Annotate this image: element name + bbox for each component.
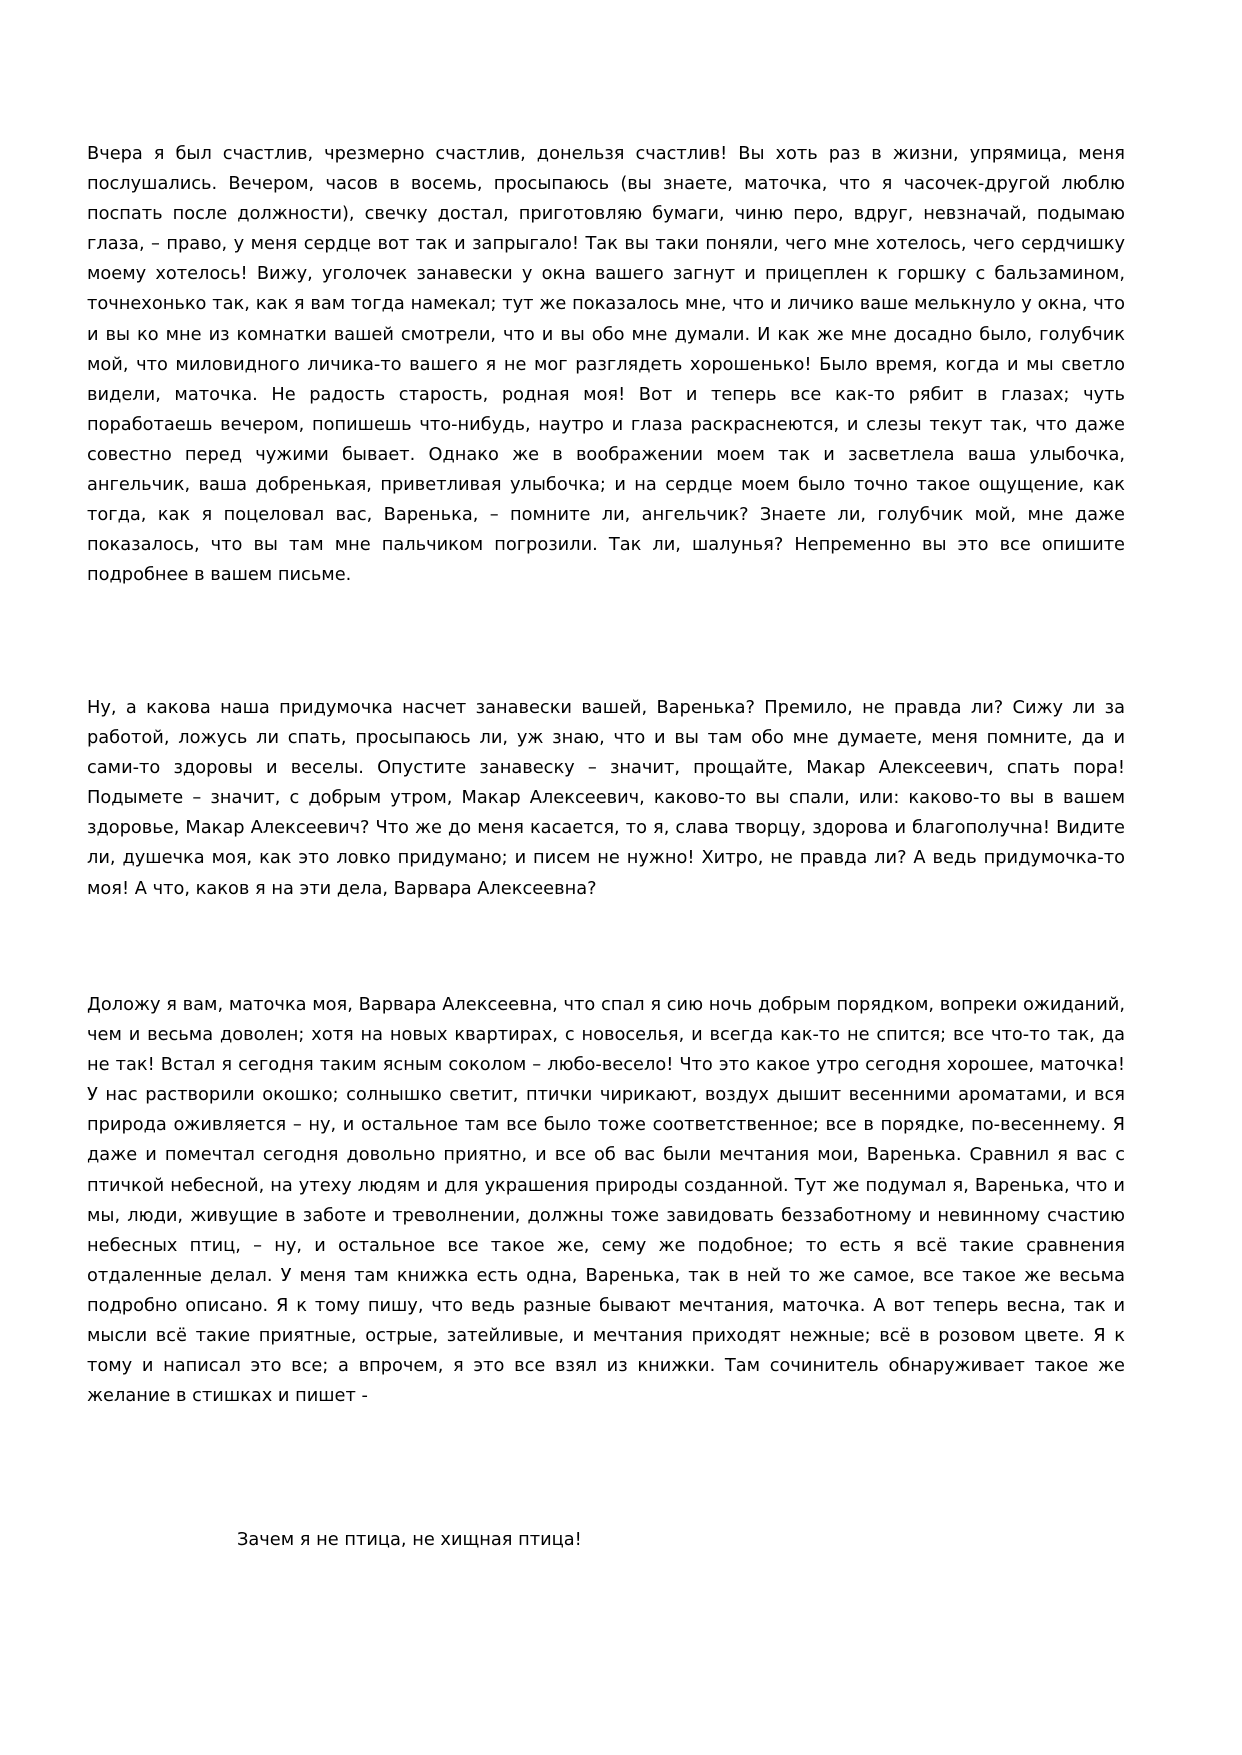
verse-line: Зачем я не птица, не хищная птица!	[237, 1529, 582, 1550]
paragraph-1: Вчера я был счастлив, чрезмерно счастлив, донельзя счастлив! Вы хоть раз в жизни, упрямица, меня послушались. Вечером, часов в восемь, просыпаюсь (вы знаете, маточка, что я часочек-другой люблю поспать после должности), свечку достал, приготовляю бумаги, чиню перо, вдруг, невзначай, подымаю глаза, – право, у меня сердце вот так и запрыгало! Так вы таки поняли, чего мне хотелось, чего сердчишку моему хотелось! Вижу, уголочек занавески у окна вашего загнут и прицеплен к горшку с бальзамином, точнехонько так, как я вам тогда намекал; тут же показалось мне, что и личико ваше мелькнуло у окна, что и вы ко мне из комнатки вашей смотрели, что и вы обо мне думали. И как же мне досадно было, голубчик мой, что миловидного личика-то вашего я не мог разглядеть хорошенько! Было время, когда и мы светло видели, маточка. Не радость старость, родная моя! Вот и теперь все как-то рябит в глазах; чуть поработаешь вечером, попишешь что-нибудь, наутро и глаза раскраснеются, и слезы текут так, что даже совестно перед чужими бывает. Однако же в воображении моем так и засветлела ваша улыбочка, ангельчик, ваша добренькая, приветливая улыбочка; и на сердце моем было точно такое ощущение, как тогда, как я поцеловал вас, Варенька, – помните ли, ангельчик? Знаете ли, голубчик мой, мне даже показалось, что вы там мне пальчиком погрозили. Так ли, шалунья? Непременно вы это все опишите подробнее в вашем письме.	[87, 143, 1125, 586]
paragraph-3: Доложу я вам, маточка моя, Варвара Алексеевна, что спал я сию ночь добрым порядком, вопреки ожиданий, чем и весьма доволен; хотя на новых квартирах, с новоселья, и всегда как-то не спится; все что-то так, да не так! Встал я сегодня таким ясным соколом – любо-весело! Что это какое утро сегодня хорошее, маточка! У нас растворили окошко; солнышко светит, птички чирикают, воздух дышит весенними ароматами, и вся природа оживляется – ну, и остальное там все было тоже соответственное; все в порядке, по-весеннему. Я даже и помечтал сегодня довольно приятно, и все об вас были мечтания мои, Варенька. Сравнил я вас с птичкой небесной, на утеху людям и для украшения природы созданной. Тут же подумал я, Варенька, что и мы, люди, живущие в заботе и треволнении, должны тоже завидовать беззаботному и невинному счастию небесных птиц, – ну, и остальное все такое же, сему же подобное; то есть я всё такие сравнения отдаленные делал. У меня там книжка есть одна, Варенька, так в ней то же самое, все такое же весьма подробно описано. Я к тому пишу, что ведь разные бывают мечтания, маточка. А вот теперь весна, так и мысли всё такие приятные, острые, затейливые, и мечтания приходят нежные; всё в розовом цвете. Я к тому и написал это все; а впрочем, я это все взял из книжки. Там сочинитель обнаруживает такое же желание в стишках и пишет -	[87, 994, 1125, 1407]
paragraph-2: Ну, а какова наша придумочка насчет занавески вашей, Варенька? Премило, не правда ли? Сижу ли за работой, ложусь ли спать, просыпаюсь ли, уж знаю, что и вы там обо мне думаете, меня помните, да и сами-то здоровы и веселы. Опустите занавеску – значит, прощайте, Макар Алексеевич, спать пора! Подымете – значит, с добрым утром, Макар Алексеевич, каково-то вы спали, или: каково-то вы в вашем здоровье, Макар Алексеевич? Что же до меня касается, то я, слава творцу, здорова и благополучна! Видите ли, душечка моя, как это ловко придумано; и писем не нужно! Хитро, не правда ли? А ведь придумочка-то моя! А что, каков я на эти дела, Варвара Алексеевна?	[87, 697, 1125, 899]
